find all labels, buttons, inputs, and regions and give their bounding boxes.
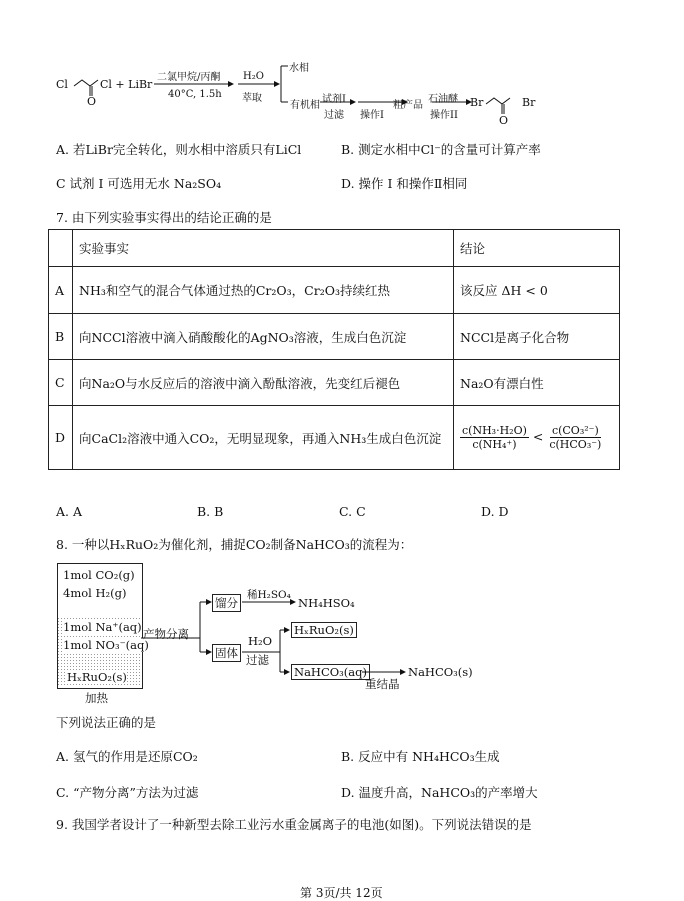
row-label: A xyxy=(49,267,73,314)
fraction-left-numerator: c(NH₃·H₂O) xyxy=(462,424,527,437)
cl-left-label: Cl xyxy=(56,78,68,91)
o-label-left: O xyxy=(87,95,97,108)
q6-option-d: D. 操作 I 和操作Ⅱ相同 xyxy=(341,176,468,191)
na-amount: 1mol Na⁺(aq) xyxy=(63,620,142,634)
catalyst-recovered-box: HₓRuO₂(s) xyxy=(291,622,357,638)
row-label: B xyxy=(49,314,73,360)
solid-box: 固体 xyxy=(212,644,241,662)
q8-question: 下列说法正确的是 xyxy=(56,715,157,730)
crude-product-label: 粗产品 xyxy=(393,100,423,111)
water-reagent-q8: H₂O xyxy=(248,634,273,648)
q6-option-c: C 试剂 I 可选用无水 Na₂SO₄ xyxy=(56,176,222,191)
q8-stem: 8. 一种以HₓRuO₂为催化剂，捕捉CO₂制备NaHCO₃的流程为： xyxy=(56,537,413,552)
br-left-label: Br xyxy=(470,96,484,109)
filter-label: 过滤 xyxy=(324,110,344,121)
organic-phase-label: 有机相 xyxy=(290,100,320,111)
bicarbonate-solution-box: NaHCO₃(aq) xyxy=(291,664,370,680)
table-row xyxy=(49,267,620,314)
q7-stem: 7. 由下列实验事实得出的结论正确的是 xyxy=(56,210,272,225)
row-fact: NH₃和空气的混合气体通过热的Cr₂O₃，Cr₂O₃持续红热 xyxy=(73,267,454,314)
condition-solvent: 二氯甲烷/丙酮 xyxy=(157,72,221,83)
q7-choice-c: C. C xyxy=(339,504,366,519)
row-conclusion: Na₂O有漂白性 xyxy=(454,360,620,406)
q7-choice-d: D. D xyxy=(481,504,509,519)
o-label-right: O xyxy=(499,114,509,127)
q9-stem: 9. 我国学者设计了一种新型去除工业污水重金属离子的电池(如图)。下列说法错误的是 xyxy=(56,817,532,832)
ammonium-bisulfate-product: NH₄HSO₄ xyxy=(298,596,355,610)
table-row xyxy=(49,360,620,406)
q6-option-b: B. 测定水相中Cl⁻的含量可计算产率 xyxy=(341,142,541,157)
br-right-label: Br xyxy=(522,96,536,109)
h2-amount: 4mol H₂(g) xyxy=(63,586,127,600)
dilute-sulfuric-acid: 稀H₂SO₄ xyxy=(247,589,291,601)
heat-label: 加热 xyxy=(85,691,108,705)
table-header-row xyxy=(49,230,620,267)
water-phase-label: 水相 xyxy=(289,63,309,74)
q7-choice-b: B. B xyxy=(197,504,224,519)
table-header-blank xyxy=(49,230,73,267)
water-reagent: H₂O xyxy=(243,71,264,82)
q8-option-b: B. 反应中有 NH₄HCO₃生成 xyxy=(341,749,500,764)
row-conclusion-fraction xyxy=(454,406,620,470)
reagent-1-label: 试剂I xyxy=(322,94,346,105)
distillate-box: 馏分 xyxy=(212,594,241,612)
fraction-right-denominator: c(HCO₃⁻) xyxy=(549,438,602,451)
recrystallize-label: 重结晶 xyxy=(365,677,400,691)
filter-label-q8: 过滤 xyxy=(246,653,269,667)
bicarbonate-solid-product: NaHCO₃(s) xyxy=(408,665,473,679)
q7-choice-a: A. A xyxy=(56,504,83,519)
product-separation-label: 产物分离 xyxy=(143,627,189,641)
fraction-left xyxy=(460,424,529,451)
table-row xyxy=(49,406,620,470)
fraction-right xyxy=(547,424,603,451)
operation-2-label: 操作II xyxy=(430,110,458,121)
q8-option-c: C. “产物分离”方法为过滤 xyxy=(56,785,199,800)
petroleum-ether-label: 石油醚 xyxy=(428,94,458,105)
co2-amount: 1mol CO₂(g) xyxy=(63,568,135,582)
row-label: D xyxy=(49,406,73,470)
q6-option-a: A. 若LiBr完全转化，则水相中溶质只有LiCl xyxy=(56,142,302,157)
table-row xyxy=(49,314,620,360)
fraction-operator: < xyxy=(532,429,544,444)
q8-option-a: A. 氢气的作用是还原CO₂ xyxy=(56,749,198,764)
experiment-table xyxy=(48,229,620,470)
condition-temperature: 40°C, 1.5h xyxy=(168,89,222,100)
extract-label: 萃取 xyxy=(242,93,262,104)
row-conclusion: NCCl是离子化合物 xyxy=(454,314,620,360)
reactant-tail: Cl + LiBr xyxy=(100,78,153,91)
operation-1-label: 操作I xyxy=(360,110,384,121)
table-header-conclusion: 结论 xyxy=(454,230,620,267)
row-fact: 向NCCl溶液中滴入硝酸酸化的AgNO₃溶液，生成白色沉淀 xyxy=(73,314,454,360)
row-label: C xyxy=(49,360,73,406)
catalyst-in-reactor: HₓRuO₂(s) xyxy=(67,670,127,684)
table-header-fact: 实验事实 xyxy=(73,230,454,267)
row-conclusion: 该反应 ΔH < 0 xyxy=(454,267,620,314)
fraction-right-numerator: c(CO₃²⁻) xyxy=(551,424,599,437)
q8-option-d: D. 温度升高，NaHCO₃的产率增大 xyxy=(341,785,538,800)
row-fact: 向CaCl₂溶液中通入CO₂，无明显现象，再通入NH₃生成白色沉淀 xyxy=(73,406,454,470)
row-fact: 向Na₂O与水反应后的溶液中滴入酚酞溶液，先变红后褪色 xyxy=(73,360,454,406)
fraction-left-denominator: c(NH₄⁺) xyxy=(472,438,517,451)
page-footer: 第 3页/共 12页 xyxy=(300,886,383,900)
no3-amount: 1mol NO₃⁻(aq) xyxy=(63,638,149,652)
